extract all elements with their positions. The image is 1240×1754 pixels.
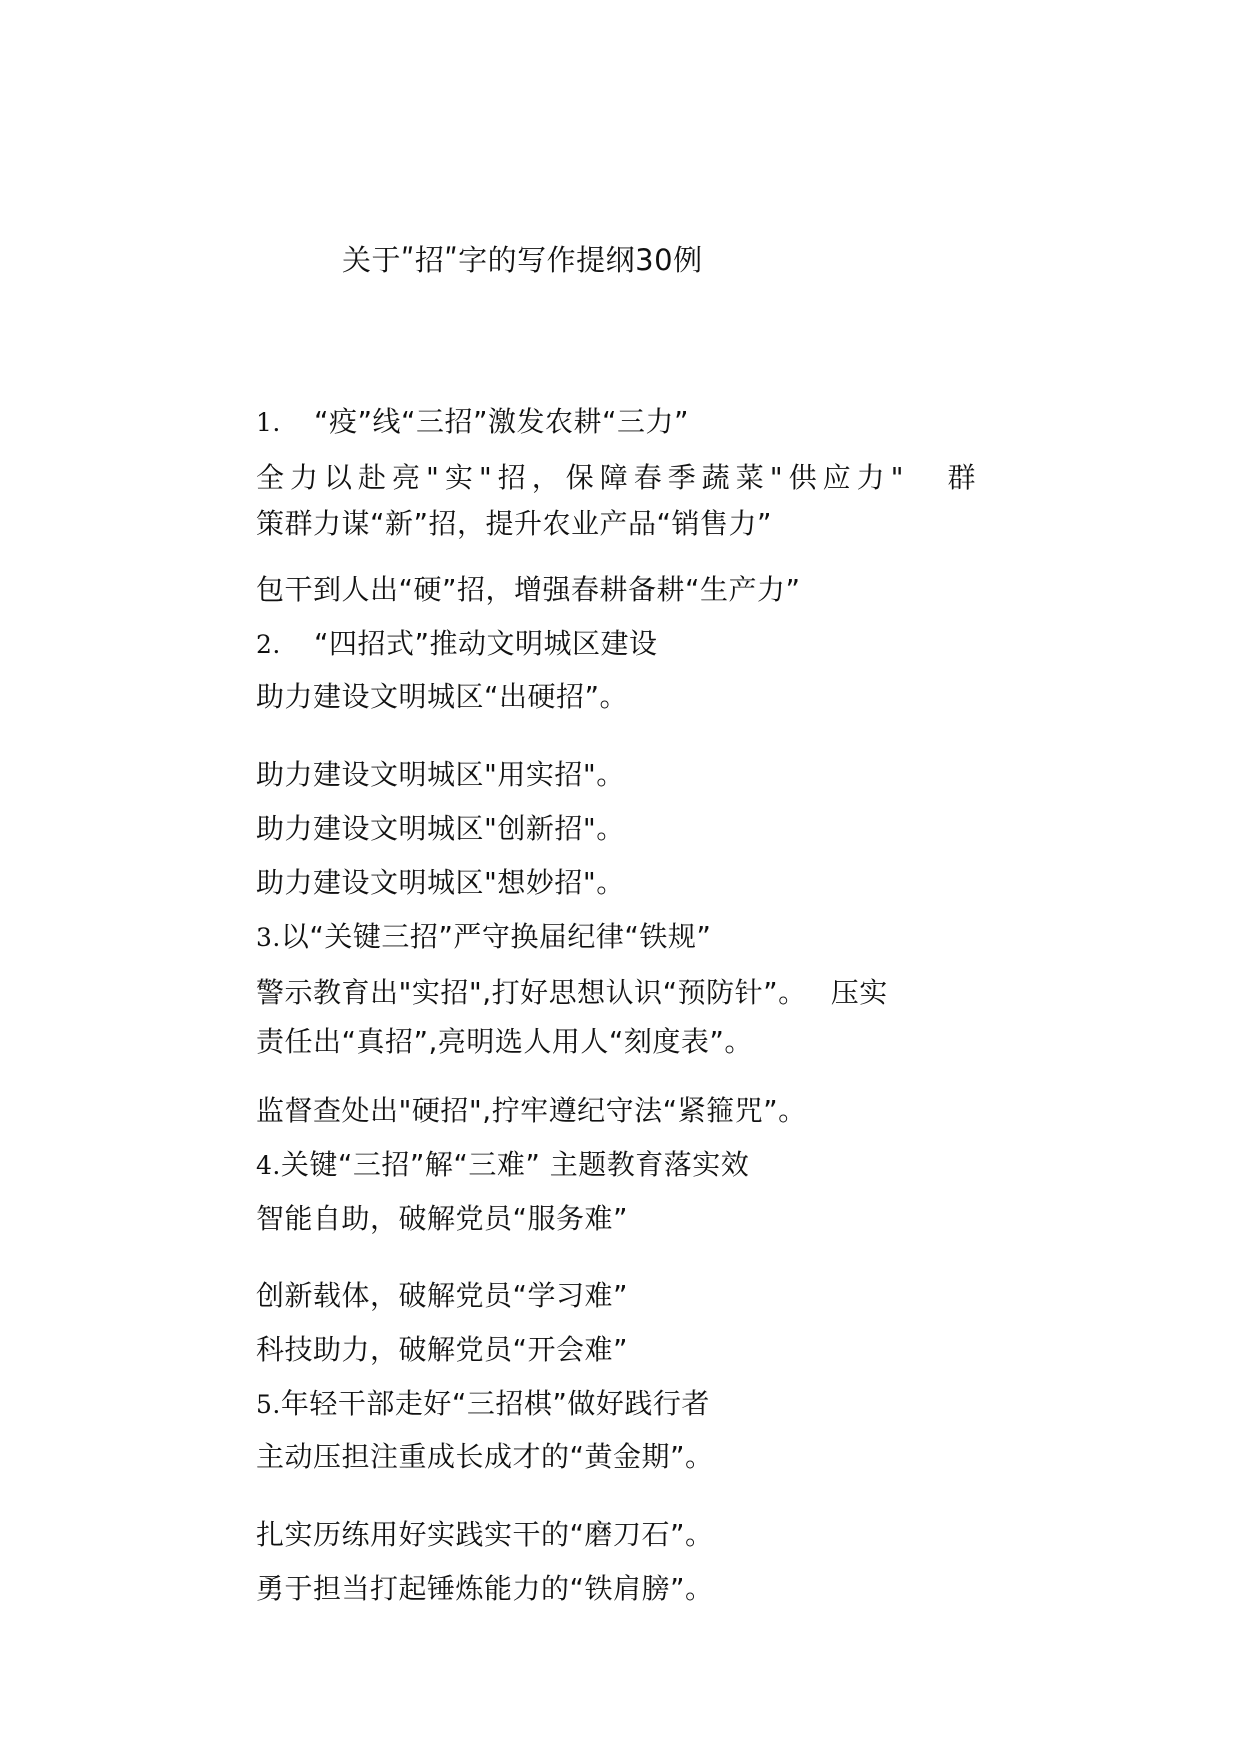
section-heading-3	[256, 917, 711, 958]
section-heading-text: 以“关键三招”严守换届纪律“铁规”	[280, 920, 712, 953]
outline-line	[256, 458, 976, 498]
section-number: 4.	[256, 1151, 281, 1180]
section-heading-text: 关键“三招”解“三难” 主题教育落实效	[280, 1148, 750, 1181]
outline-line: 扎实历练用好实践实干的“磨刀石”。	[256, 1518, 714, 1551]
outline-line-text: 全力以赴亮"实"招，保障春季蔬菜"供应力"	[256, 461, 910, 494]
outline-line: 创新载体，破解党员“学习难”	[256, 1279, 629, 1312]
outline-line: 包干到人出“硬”招，增强春耕备耕“生产力”	[256, 573, 801, 606]
section-heading-text: “四招式”推动文明城区建设	[314, 627, 658, 660]
section-number: 5.	[256, 1390, 281, 1419]
outline-line: 策群力谋“新”招，提升农业产品“销售力”	[256, 507, 773, 540]
outline-line: 助力建设文明城区"创新招"。	[256, 812, 625, 845]
section-heading-4	[256, 1145, 749, 1186]
outline-line: 助力建设文明城区"想妙招"。	[256, 866, 625, 899]
section-heading-5	[256, 1384, 710, 1425]
document-title: 关于ʺ招ʺ字的写作提纲30例	[342, 243, 703, 277]
section-heading-2	[256, 624, 658, 665]
section-heading-text: 年轻干部走好“三招棋”做好践行者	[280, 1387, 710, 1420]
outline-line: 智能自助，破解党员“服务难”	[256, 1202, 629, 1235]
section-heading-text: “疫”线“三招”激发农耕“三力”	[314, 405, 690, 438]
section-number: 1.	[256, 408, 281, 437]
outline-line: 责任出“真招”,亮明选人用人“刻度表”。	[256, 1025, 753, 1058]
outline-line-continuation: 群	[947, 461, 977, 494]
section-number: 3.	[256, 923, 281, 952]
outline-line: 科技助力，破解党员“开会难”	[256, 1333, 629, 1366]
outline-line-continuation: 压实	[830, 976, 888, 1009]
outline-line	[256, 973, 888, 1013]
outline-line: 监督查处出"硬招",拧牢遵纪守法“紧箍咒”。	[256, 1094, 807, 1127]
outline-line: 助力建设文明城区"用实招"。	[256, 758, 625, 791]
outline-line: 助力建设文明城区“出硬招”。	[256, 680, 629, 713]
outline-line: 勇于担当打起锤炼能力的“铁肩膀”。	[256, 1572, 714, 1605]
section-heading-1	[256, 402, 689, 443]
outline-line-text: 警示教育出"实招",打好思想认识“预防针”。	[256, 976, 807, 1009]
outline-line: 主动压担注重成长成才的“黄金期”。	[256, 1440, 714, 1473]
section-number: 2.	[256, 630, 281, 659]
